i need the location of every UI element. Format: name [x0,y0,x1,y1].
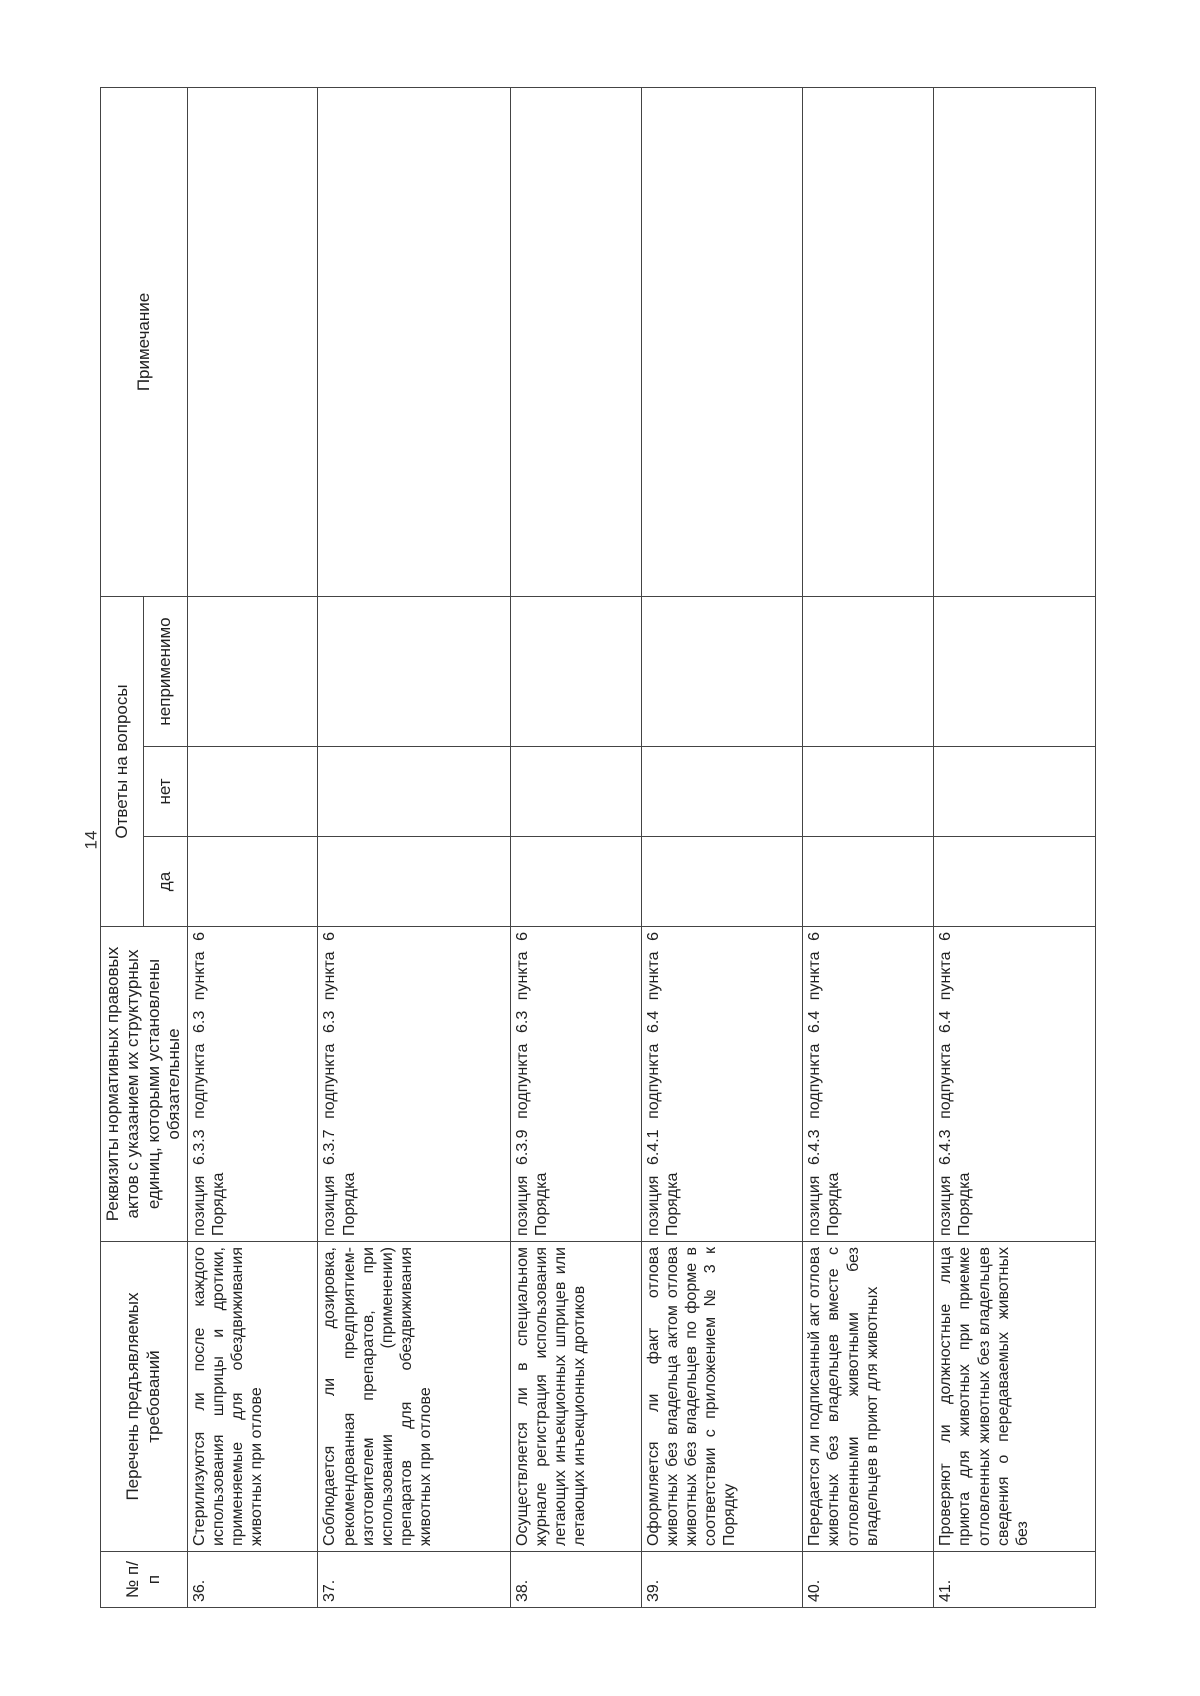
answer-no-cell[interactable] [803,747,934,837]
checklist-table [100,87,1096,1608]
table-body [187,87,1095,1607]
answer-na-cell[interactable] [187,596,318,746]
checklist-table-rotated [100,88,1060,1608]
table-header [101,87,188,1607]
row-reference: позиция 6.3.7 подпункта 6.3 пункта 6 Порядка [318,927,510,1242]
answer-yes-cell[interactable] [510,837,641,927]
answer-yes-cell[interactable] [803,837,934,927]
answer-no-cell[interactable] [510,747,641,837]
row-num: 40. [803,1552,934,1608]
answer-no-cell[interactable] [934,747,1096,837]
row-requirement: Стерилизуются ли после каждого использования шприцы и дротики, применяемые для обездвиживания животных при отлове [187,1242,318,1552]
answer-no-cell[interactable] [318,747,510,837]
row-num: 41. [934,1552,1096,1608]
note-cell[interactable] [318,87,510,596]
answer-no-cell[interactable] [187,747,318,837]
answer-na-cell[interactable] [641,596,803,746]
note-cell[interactable] [641,87,803,596]
answer-na-cell[interactable] [803,596,934,746]
answer-na-cell[interactable] [510,596,641,746]
row-num: 39. [641,1552,803,1608]
answer-na-cell[interactable] [934,596,1096,746]
answer-yes-cell[interactable] [934,837,1096,927]
row-reference: позиция 6.4.3 подпункта 6.4 пункта 6 Порядка [803,927,934,1242]
table-row [803,87,934,1607]
answer-no-cell[interactable] [641,747,803,837]
row-requirement: Осуществляется ли в специальном журнале регистрация использования летающих инъекционных шприцев или летающих инъекционных дротиков [510,1242,641,1552]
row-num: 37. [318,1552,510,1608]
header-num: № п/п [101,1552,188,1608]
row-num: 36. [187,1552,318,1608]
header-requirements: Перечень предъявляемых требований [101,1242,188,1552]
answer-yes-cell[interactable] [641,837,803,927]
note-cell[interactable] [510,87,641,596]
row-num: 38. [510,1552,641,1608]
note-cell[interactable] [934,87,1096,596]
table-row [510,87,641,1607]
header-yes: да [144,837,187,927]
header-no: нет [144,747,187,837]
row-requirement: Передается ли подписанный акт отлова животных без владельцев вместе с отловленными животными без владельцев в приют для животных [803,1242,934,1552]
table-row [187,87,318,1607]
row-reference: позиция 6.3.9 подпункта 6.3 пункта 6 Порядка [510,927,641,1242]
page-number: 14 [81,830,101,850]
note-cell[interactable] [803,87,934,596]
row-requirement: Соблюдается ли дозировка, рекомендованная предприятием-изготовителем препаратов, при использовании (применении) препаратов для обездвиживания животных при отлове [318,1242,510,1552]
row-reference: позиция 6.3.3 подпункта 6.3 пункта 6 Порядка [187,927,318,1242]
header-note: Примечание [101,87,188,596]
answer-na-cell[interactable] [318,596,510,746]
row-reference: позиция 6.4.3 подпункта 6.4 пункта 6 Порядка [934,927,1096,1242]
table-row [934,87,1096,1607]
answer-yes-cell[interactable] [318,837,510,927]
header-na: неприменимо [144,596,187,746]
row-requirement: Оформляется ли факт отлова животных без владельца актом отлова животных без владельцев по форме в соответствии с приложением № 3 к Порядку [641,1242,803,1552]
header-answers: Ответы на вопросы [101,596,144,926]
table-row [641,87,803,1607]
answer-yes-cell[interactable] [187,837,318,927]
table-row [318,87,510,1607]
header-references: Реквизиты нормативных правовых актов с указанием их структурных единиц, которыми установлены обязательные [101,927,188,1242]
note-cell[interactable] [187,87,318,596]
row-requirement: Проверяют ли должностные лица приюта для животных при приемке отловленных животных без владельцев сведения о передаваемых животных без [934,1242,1096,1552]
row-reference: позиция 6.4.1 подпункта 6.4 пункта 6 Порядка [641,927,803,1242]
